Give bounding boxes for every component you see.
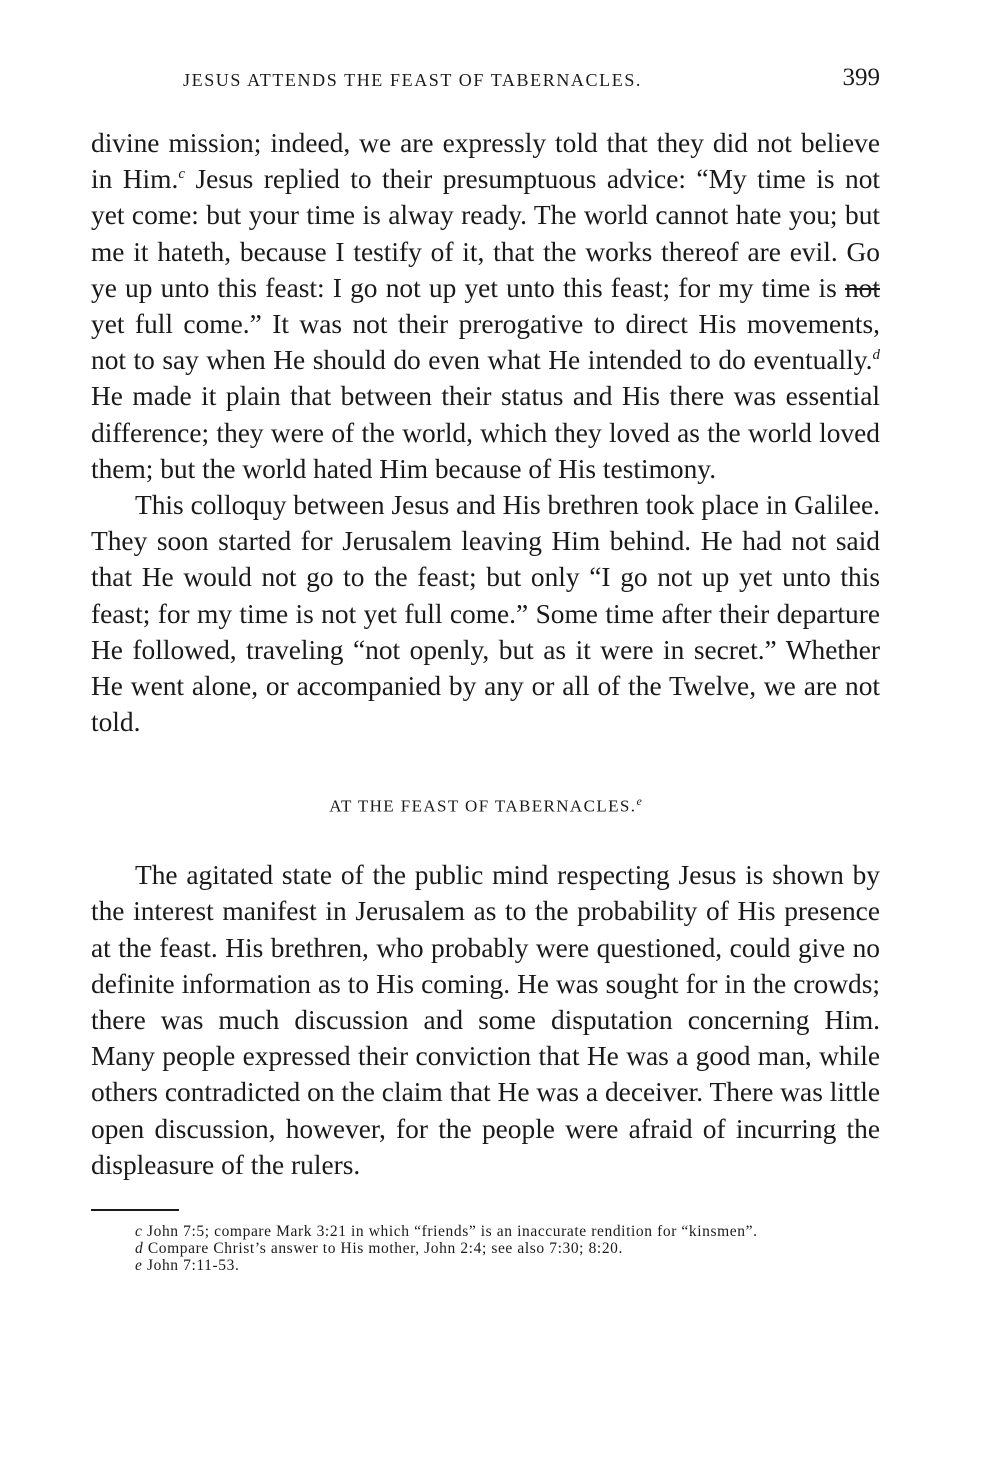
footnote-ref-d[interactable]: d [872,347,880,364]
footnote-ref-e[interactable]: e [636,794,642,809]
footnote-d [91,1240,880,1257]
footnote-marker: d [135,1239,144,1257]
page-number: 399 [842,64,880,91]
struck-word: not [844,272,880,303]
footnote-text: Compare Christ’s answer to His mother, John 2:4; see also 7:30; 8:20. [143,1239,623,1257]
section-heading-text: AT THE FEAST OF TABERNACLES. [329,797,637,817]
paragraph-1-part-4: He made it plain that between their status and His there was essential difference; they were of the world, which they loved as the world loved them; but the world hated Him because of His testimony. [91,381,880,484]
footnote-divider [91,1209,179,1211]
footnote-marker: e [135,1256,143,1274]
book-page [91,60,880,1274]
footnote-e [91,1257,880,1274]
paragraph-3: The agitated state of the public mind respecting Jesus is shown by the interest manifest in Jerusalem as to the probability of His presence at the feast. His brethren, who probably were questioned, could give no definite information as to His coming. He was sought for in the crowds; there was much discussion and some disputation concerning Him. Many people expressed their conviction that He was a good man, while others contradicted on the claim that He was a deceiver. There was little open discussion, however, for the people were afraid of incurring the displeasure of the rulers. [91,860,880,1180]
footnote-ref-c[interactable]: c [178,166,185,183]
paragraph-1-part-3: yet full come.” It was not their prerogative to direct His movements, not to say when He should do even what He intended to do eventually. [91,309,880,376]
footnote-marker: c [135,1222,143,1240]
running-title: JESUS ATTENDS THE FEAST OF TABERNACLES. [183,70,643,90]
section-heading [91,794,880,817]
paragraph-1-part-2: Jesus replied to their presumptuous advice: “My time is not yet come: but your time is alway ready. The world cannot hate you; but me it hateth, because I testify of it, that the works thereof are evil. Go ye up unto this feast: I go not up yet unto this feast; for my time is [91,164,881,303]
paragraph-1 [91,125,880,487]
paragraph-1-part-1: divine mission; indeed, we are expressly told that they did not believe in Him. [91,128,880,195]
paragraph-2: This colloquy between Jesus and His brethren took place in Galilee. They soon started for Jerusalem leaving Him behind. He had not said that He would not go to the feast; but only “I go not up yet unto this feast; for my time is not yet full come.” Some time after their departure He followed, traveling “not openly, but as it were in secret.” Whether He went alone, or accompanied by any or all of the Twelve, we are not told. [91,490,880,738]
running-head [91,60,880,100]
footnote-c [91,1223,880,1240]
footnotes [91,1223,880,1274]
footnote-text: John 7:11-53. [142,1256,240,1274]
footnote-text: John 7:5; compare Mark 3:21 in which “friends” is an inaccurate rendition for “kinsmen”. [142,1222,758,1240]
